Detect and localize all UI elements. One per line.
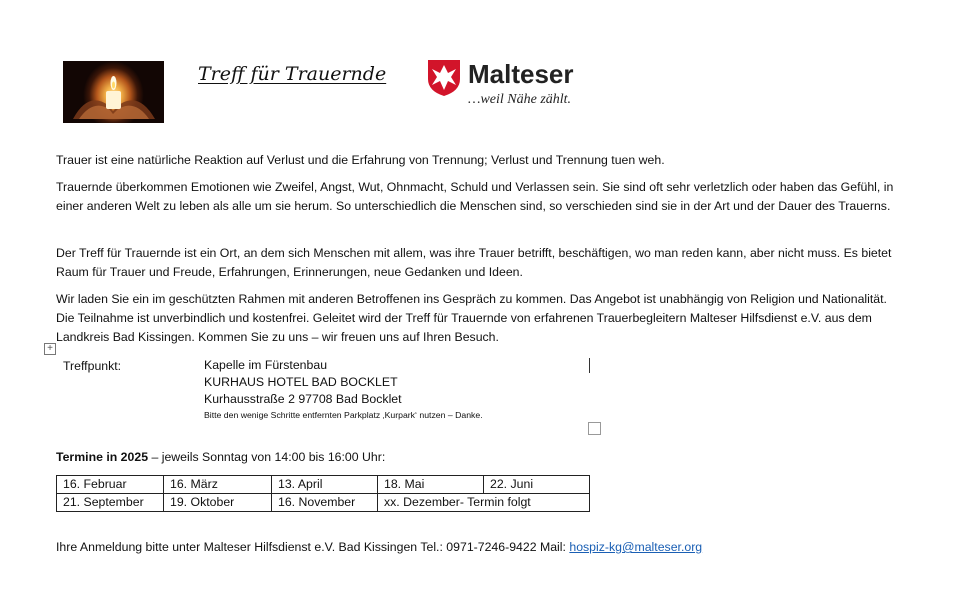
table-move-handle-icon[interactable]: +: [44, 343, 56, 355]
meeting-details: [204, 357, 483, 422]
paragraph-purpose: Der Treff für Trauernde ist ein Ort, an dem sich Menschen mit allem, was ihre Trauer betrifft, beschäftigen, wo man reden kann, aber nicht muss. Es bietet Raum für Trauer und Freude, Erfahrungen, Erinnerungen, neue Gedanken und Ideen.: [56, 246, 892, 279]
parking-note: Bitte den wenige Schritte entfernten Parkplatz ‚Kurpark‘ nutzen – Danke.: [204, 410, 483, 420]
schedule-heading: [56, 448, 385, 466]
dates-table: [56, 475, 590, 512]
date-cell: 22. Juni: [484, 476, 590, 494]
logo-slogan: …weil Nähe zählt.: [468, 92, 572, 107]
meeting-label: Treffpunkt:: [63, 359, 122, 373]
schedule-heading-year: Termine in 2025: [56, 450, 149, 464]
email-link[interactable]: hospiz-kg@malteser.org: [569, 540, 703, 554]
date-cell: 16. März: [164, 476, 272, 494]
candle-hands-photo: [63, 61, 164, 123]
date-cell: xx. Dezember- Termin folgt: [378, 494, 590, 512]
date-cell: 13. April: [272, 476, 378, 494]
paragraph-emotions: Trauernde überkommen Emotionen wie Zweifel, Angst, Wut, Ohnmacht, Schuld und Verlassen sein. Sie sind oft sehr verletzlich oder haben das Gefühl, in einer anderen Welt zu leben als alle um sie herum. So unterschiedlich die Menschen sind, so verschieden sind sie in der Art und der Dauer des Trauerns.: [56, 180, 894, 213]
paragraph-invitation: Wir laden Sie ein im geschützten Rahmen mit anderen Betroffenen ins Gespräch zu kommen. Das Angebot ist unabhängig von Religion und Nationalität. Die Teilnahme ist unverbindlich und kostenfrei. Geleitet wird der Treff für Trauernde von erfahrenen Trauerbegleitern Malteser Hilfsdienst e.V. aus dem Landkreis Bad Kissingen. Kommen Sie zu uns – wir freuen uns auf Ihren Besuch.: [56, 292, 887, 344]
meeting-place: Kapelle im Fürstenbau: [204, 358, 328, 372]
meeting-address: Kurhausstraße 2 97708 Bad Bocklet: [204, 392, 402, 406]
date-cell: 16. November: [272, 494, 378, 512]
date-cell: 19. Oktober: [164, 494, 272, 512]
malteser-cross-icon: [427, 59, 461, 97]
document-title: Treff für Trauernde: [198, 63, 387, 85]
date-cell: 18. Mai: [378, 476, 484, 494]
paragraph-intro: Trauer ist eine natürliche Reaktion auf Verlust und die Erfahrung von Trennung; Verlust und Trennung tuen weh.: [56, 153, 665, 167]
table-resize-handle[interactable]: [588, 422, 601, 435]
registration-line: [56, 538, 702, 556]
date-cell: 16. Februar: [57, 476, 164, 494]
registration-text: Ihre Anmeldung bitte unter Malteser Hilfsdienst e.V. Bad Kissingen Tel.: 0971-7246-9422 Mail:: [56, 540, 570, 554]
text-cursor: [589, 358, 590, 373]
table-row: [57, 476, 590, 494]
logo-wordmark: Malteser: [468, 59, 574, 89]
date-cell: 21. September: [57, 494, 164, 512]
table-row: [57, 494, 590, 512]
meeting-hotel: KURHAUS HOTEL BAD BOCKLET: [204, 375, 398, 389]
schedule-heading-time: – jeweils Sonntag von 14:00 bis 16:00 Uhr:: [148, 450, 386, 464]
